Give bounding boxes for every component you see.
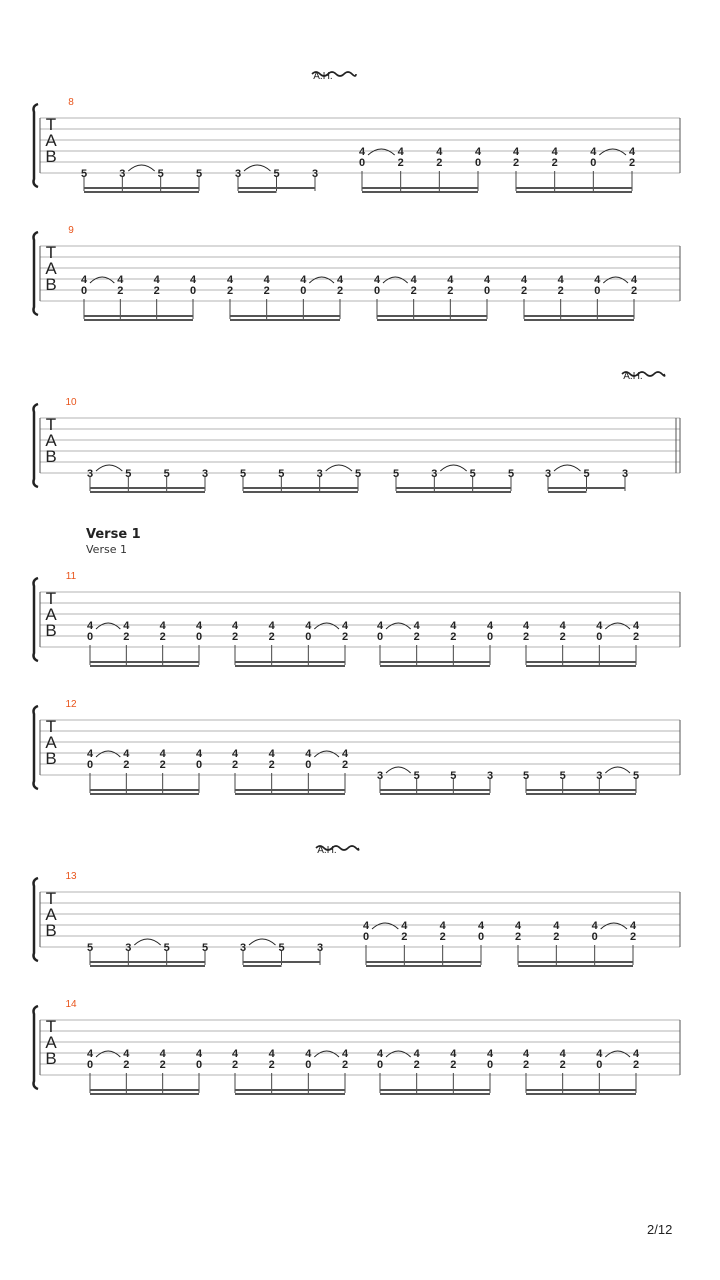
fret-number: 0 — [189, 285, 197, 297]
tie-arc — [309, 277, 334, 283]
fret-number: 4 — [268, 748, 275, 760]
fret-number: 4 — [123, 620, 130, 632]
fret-number: 4 — [439, 920, 446, 932]
fret-number: 4 — [591, 920, 598, 932]
fret-number: 2 — [117, 285, 124, 297]
tab-clef-letter: T — [45, 589, 57, 608]
fret-number: 3 — [376, 770, 384, 782]
fret-number: 0 — [596, 631, 603, 643]
fret-number: 4 — [514, 920, 522, 932]
tie-arc — [96, 465, 122, 471]
fret-number: 2 — [401, 931, 408, 943]
fret-number: 4 — [551, 146, 558, 158]
fret-number: 4 — [413, 620, 420, 632]
fret-number: 4 — [553, 920, 560, 932]
tie-arc — [368, 149, 395, 155]
fret-number: 5 — [632, 770, 640, 782]
system-bracket — [34, 878, 39, 961]
measure-number: 10 — [65, 397, 77, 408]
fret-number: 2 — [268, 1059, 275, 1071]
fret-number: 5 — [278, 468, 285, 480]
fret-number: 4 — [341, 620, 349, 632]
system-bracket — [34, 578, 39, 661]
fret-number: 4 — [594, 274, 601, 286]
fret-number: 2 — [159, 1059, 166, 1071]
artificial-harmonic-label: A.H. — [313, 71, 333, 82]
fret-number: 0 — [376, 1059, 384, 1071]
fret-number: 2 — [450, 1059, 457, 1071]
fret-number: 4 — [268, 1048, 275, 1060]
system-bracket — [34, 104, 39, 187]
fret-number: 0 — [373, 285, 381, 297]
tab-clef-letter: B — [45, 1049, 57, 1068]
fret-number: 4 — [195, 620, 203, 632]
tie-arc — [383, 277, 408, 283]
measure-number: 8 — [68, 97, 74, 108]
measure-number: 9 — [68, 225, 74, 236]
tie-arc — [134, 939, 160, 945]
fret-number: 4 — [373, 274, 381, 286]
fret-number: 2 — [159, 759, 166, 771]
fret-number: 0 — [591, 931, 598, 943]
tie-arc — [605, 767, 630, 773]
fret-number: 3 — [316, 468, 323, 480]
fret-number: 4 — [123, 748, 130, 760]
fret-number: 0 — [300, 285, 307, 297]
tab-clef-letter: T — [45, 889, 57, 908]
fret-number: 2 — [436, 157, 443, 169]
tie-arc — [96, 1051, 120, 1057]
fret-number: 4 — [362, 920, 370, 932]
fret-number: 4 — [123, 1048, 130, 1060]
fret-number: 5 — [157, 168, 164, 180]
fret-number: 4 — [397, 146, 404, 158]
tab-clef-letter: B — [45, 147, 57, 166]
fret-number: 2 — [123, 759, 130, 771]
fret-number: 3 — [596, 770, 603, 782]
fret-number: 5 — [125, 468, 132, 480]
system-bracket — [34, 404, 39, 487]
fret-number: 2 — [336, 285, 344, 297]
fret-number: 4 — [231, 748, 239, 760]
fret-number: 4 — [557, 274, 564, 286]
fret-number: 4 — [410, 274, 417, 286]
tab-clef-letter: T — [45, 115, 57, 134]
fret-number: 5 — [392, 468, 400, 480]
tie-arc — [90, 277, 114, 283]
fret-number: 5 — [450, 770, 457, 782]
tab-clef-letter: A — [45, 733, 57, 752]
fret-number: 4 — [195, 748, 203, 760]
fret-number: 4 — [629, 920, 637, 932]
fret-number: 4 — [195, 1048, 203, 1060]
measure-number: 13 — [65, 871, 77, 882]
fret-number: 4 — [358, 146, 366, 158]
tie-arc — [314, 751, 339, 757]
fret-number: 4 — [336, 274, 344, 286]
artificial-harmonic-label: A.H. — [317, 845, 337, 856]
fret-number: 4 — [231, 1048, 239, 1060]
fret-number: 2 — [559, 631, 566, 643]
section-title: Verse 1 — [86, 527, 141, 542]
fret-number: 4 — [486, 620, 494, 632]
fret-number: 4 — [596, 620, 603, 632]
fret-number: 0 — [486, 631, 494, 643]
fret-number: 0 — [358, 157, 366, 169]
tie-arc — [605, 1051, 630, 1057]
tie-arc — [386, 623, 411, 629]
fret-number: 4 — [86, 748, 94, 760]
fret-number: 5 — [273, 168, 280, 180]
fret-number: 2 — [413, 1059, 420, 1071]
fret-number: 2 — [231, 631, 239, 643]
fret-number: 2 — [410, 285, 417, 297]
fret-number: 0 — [486, 1059, 494, 1071]
fret-number: 2 — [450, 631, 457, 643]
tab-clef-letter: A — [45, 905, 57, 924]
fret-number: 4 — [86, 1048, 94, 1060]
fret-number: 4 — [628, 146, 636, 158]
fret-number: 2 — [263, 285, 270, 297]
fret-number: 4 — [436, 146, 443, 158]
fret-number: 5 — [583, 468, 590, 480]
tab-clef-letter: T — [45, 415, 57, 434]
fret-number: 5 — [469, 468, 476, 480]
fret-number: 2 — [268, 631, 275, 643]
measure-number: 11 — [65, 571, 77, 582]
fret-number: 4 — [341, 1048, 349, 1060]
fret-number: 4 — [226, 274, 234, 286]
section-subtitle: Verse 1 — [86, 543, 127, 556]
fret-number: 2 — [397, 157, 404, 169]
fret-number: 2 — [447, 285, 454, 297]
fret-number: 4 — [632, 620, 640, 632]
fret-number: 0 — [195, 759, 203, 771]
fret-number: 4 — [483, 274, 491, 286]
page-number: 2/12 — [647, 1222, 673, 1237]
tie-arc — [440, 465, 466, 471]
fret-number: 2 — [413, 631, 420, 643]
tie-arc — [386, 767, 411, 773]
fret-number: 0 — [305, 759, 312, 771]
fret-number: 2 — [341, 1059, 349, 1071]
tie-arc — [599, 149, 626, 155]
fret-number: 0 — [477, 931, 485, 943]
fret-number: 0 — [590, 157, 597, 169]
fret-number: 2 — [512, 157, 520, 169]
fret-number: 4 — [486, 1048, 494, 1060]
fret-number: 4 — [450, 620, 457, 632]
fret-number: 2 — [520, 285, 528, 297]
tie-arc — [386, 1051, 411, 1057]
fret-number: 2 — [551, 157, 558, 169]
tab-clef-letter: T — [45, 717, 57, 736]
fret-number: 4 — [300, 274, 307, 286]
fret-number: 4 — [630, 274, 638, 286]
fret-number: 5 — [239, 468, 247, 480]
fret-number: 3 — [119, 168, 126, 180]
fret-number: 2 — [231, 759, 239, 771]
fret-number: 2 — [632, 631, 640, 643]
fret-number: 3 — [621, 468, 629, 480]
tie-arc — [603, 277, 628, 283]
fret-number: 5 — [163, 468, 170, 480]
fret-number: 4 — [512, 146, 520, 158]
fret-number: 2 — [159, 631, 166, 643]
fret-number: 4 — [80, 274, 88, 286]
fret-number: 2 — [268, 759, 275, 771]
fret-number: 0 — [376, 631, 384, 643]
fret-number: 5 — [163, 942, 170, 954]
tie-arc — [128, 165, 154, 171]
fret-number: 2 — [153, 285, 160, 297]
fret-number: 5 — [201, 942, 209, 954]
fret-number: 4 — [305, 620, 312, 632]
measure-number: 12 — [65, 699, 77, 710]
fret-number: 2 — [231, 1059, 239, 1071]
fret-number: 0 — [195, 631, 203, 643]
fret-number: 4 — [401, 920, 408, 932]
fret-number: 2 — [341, 631, 349, 643]
fret-number: 4 — [159, 748, 166, 760]
tab-clef-letter: B — [45, 275, 57, 294]
fret-number: 4 — [153, 274, 160, 286]
fret-number: 0 — [305, 1059, 312, 1071]
measure-number: 14 — [65, 999, 77, 1010]
fret-number: 2 — [522, 631, 530, 643]
tie-arc — [601, 923, 627, 929]
fret-number: 4 — [632, 1048, 640, 1060]
tie-arc — [249, 939, 276, 945]
fret-number: 5 — [413, 770, 420, 782]
fret-number: 4 — [376, 620, 384, 632]
fret-number: 3 — [544, 468, 552, 480]
fret-number: 0 — [483, 285, 491, 297]
tie-arc — [96, 751, 120, 757]
tab-clef-letter: A — [45, 605, 57, 624]
fret-number: 0 — [362, 931, 370, 943]
tie-arc — [314, 623, 339, 629]
fret-number: 4 — [159, 620, 166, 632]
fret-number: 2 — [557, 285, 564, 297]
tab-clef-letter: A — [45, 1033, 57, 1052]
fret-number: 0 — [305, 631, 312, 643]
fret-number: 4 — [341, 748, 349, 760]
fret-number: 4 — [305, 1048, 312, 1060]
fret-number: 5 — [507, 468, 515, 480]
tie-arc — [326, 465, 352, 471]
fret-number: 4 — [268, 620, 275, 632]
fret-number: 4 — [596, 1048, 603, 1060]
fret-number: 5 — [354, 468, 362, 480]
tab-clef-letter: A — [45, 431, 57, 450]
tab-clef-letter: T — [45, 243, 57, 262]
fret-number: 0 — [474, 157, 482, 169]
fret-number: 4 — [413, 1048, 420, 1060]
fret-number: 4 — [559, 1048, 566, 1060]
tab-clef-letter: B — [45, 749, 57, 768]
fret-number: 2 — [341, 759, 349, 771]
fret-number: 3 — [486, 770, 494, 782]
fret-number: 4 — [520, 274, 528, 286]
fret-number: 2 — [226, 285, 234, 297]
fret-number: 3 — [234, 168, 242, 180]
system-bracket — [34, 232, 39, 315]
fret-number: 3 — [316, 942, 324, 954]
tie-arc — [372, 923, 398, 929]
fret-number: 5 — [278, 942, 285, 954]
fret-number: 5 — [195, 168, 203, 180]
fret-number: 0 — [596, 1059, 603, 1071]
fret-number: 2 — [632, 1059, 640, 1071]
fret-number: 5 — [522, 770, 530, 782]
tie-arc — [554, 465, 581, 471]
tie-arc — [244, 165, 271, 171]
fret-number: 4 — [376, 1048, 384, 1060]
fret-number: 4 — [474, 146, 482, 158]
fret-number: 5 — [86, 942, 94, 954]
fret-number: 4 — [159, 1048, 166, 1060]
fret-number: 4 — [522, 1048, 530, 1060]
fret-number: 4 — [117, 274, 124, 286]
fret-number: 4 — [263, 274, 270, 286]
fret-number: 3 — [239, 942, 247, 954]
fret-number: 0 — [594, 285, 601, 297]
fret-number: 4 — [189, 274, 197, 286]
tab-clef-letter: B — [45, 621, 57, 640]
fret-number: 0 — [80, 285, 88, 297]
fret-number: 4 — [450, 1048, 457, 1060]
fret-number: 2 — [123, 1059, 130, 1071]
fret-number: 0 — [86, 759, 94, 771]
fret-number: 2 — [628, 157, 636, 169]
fret-number: 2 — [514, 931, 522, 943]
tab-clef-letter: B — [45, 447, 57, 466]
tie-arc — [314, 1051, 339, 1057]
fret-number: 4 — [86, 620, 94, 632]
fret-number: 3 — [311, 168, 319, 180]
tie-arc — [96, 623, 120, 629]
fret-number: 2 — [559, 1059, 566, 1071]
fret-number: 3 — [86, 468, 94, 480]
fret-number: 2 — [522, 1059, 530, 1071]
fret-number: 0 — [195, 1059, 203, 1071]
tab-clef-letter: B — [45, 921, 57, 940]
fret-number: 2 — [553, 931, 560, 943]
fret-number: 2 — [123, 631, 130, 643]
artificial-harmonic-label: A.H. — [623, 371, 643, 382]
fret-number: 4 — [522, 620, 530, 632]
system-bracket — [34, 1006, 39, 1089]
fret-number: 5 — [80, 168, 88, 180]
fret-number: 5 — [559, 770, 566, 782]
fret-number: 4 — [559, 620, 566, 632]
fret-number: 2 — [630, 285, 638, 297]
fret-number: 3 — [125, 942, 132, 954]
tab-clef-letter: A — [45, 259, 57, 278]
fret-number: 4 — [477, 920, 485, 932]
fret-number: 2 — [629, 931, 637, 943]
system-bracket — [34, 706, 39, 789]
fret-number: 0 — [86, 1059, 94, 1071]
fret-number: 2 — [439, 931, 446, 943]
fret-number: 4 — [231, 620, 239, 632]
tab-clef-letter: T — [45, 1017, 57, 1036]
tie-arc — [605, 623, 630, 629]
fret-number: 3 — [201, 468, 209, 480]
fret-number: 4 — [590, 146, 597, 158]
fret-number: 4 — [447, 274, 454, 286]
fret-number: 4 — [305, 748, 312, 760]
fret-number: 0 — [86, 631, 94, 643]
tab-clef-letter: A — [45, 131, 57, 150]
fret-number: 3 — [431, 468, 438, 480]
